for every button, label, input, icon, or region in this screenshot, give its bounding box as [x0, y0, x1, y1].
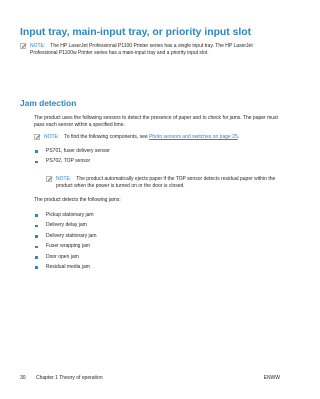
list-item [34, 254, 97, 264]
section-heading: Jam detection [20, 98, 77, 108]
square-bullet-icon [35, 161, 38, 164]
list-item [34, 233, 97, 243]
square-bullet-icon [35, 246, 38, 249]
detects-paragraph: The product detects the following jams: [34, 197, 121, 203]
list-item-text: Residual media jam [46, 263, 90, 270]
list-item-text: Delivery stationary jam [46, 232, 97, 239]
note-text [44, 134, 278, 141]
square-bullet-icon [35, 266, 38, 269]
note-label: NOTE: [56, 176, 72, 182]
note-label: NOTE: [44, 134, 60, 140]
jam-list [34, 212, 97, 274]
chapter-title: Chapter 1 Theory of operation [36, 375, 103, 381]
photo-sensors-link[interactable]: Photo sensors and switches on page 25 [149, 134, 238, 140]
note-body: The product automatically ejects paper if the TOP sensor detects residual paper within the product when the power is turned on or the door is closed. [56, 176, 276, 190]
square-bullet-icon [35, 225, 38, 228]
note-pencil-icon [34, 134, 41, 140]
list-item [34, 243, 97, 253]
page-title: Input tray, main-input tray, or priority input slot [20, 27, 252, 38]
square-bullet-icon [35, 256, 38, 259]
note-body: To find the following components, see [64, 134, 150, 140]
square-bullet-icon [35, 150, 38, 153]
note-body: The HP LaserJet Professional P1100 Printer series has a single input tray. The HP LaserJet Professional P1100w Printer series has a main-input tray and a priority input slot. [30, 43, 253, 57]
note-pencil-icon [46, 176, 53, 182]
note-end: . [237, 134, 240, 140]
note-text [56, 176, 278, 190]
note-label: NOTE: [30, 43, 46, 49]
note-text [30, 43, 278, 57]
list-item-text: Pickup stationary jam [46, 212, 94, 218]
list-item-text: PS702, TOP sensor [46, 158, 91, 165]
list-item [34, 222, 97, 232]
note-pencil-icon [20, 43, 27, 49]
note-block-components [34, 134, 278, 141]
list-item [34, 148, 110, 158]
list-item [34, 212, 97, 222]
list-item-text: Delivery delay jam [46, 222, 87, 229]
intro-paragraph: The product uses the following sensors to detect the presence of paper and to check for jams. The paper must pass each sensor within a specified time. [34, 115, 278, 129]
footer-brand: ENWW [263, 375, 280, 381]
note-block-residual-paper [46, 176, 278, 190]
square-bullet-icon [35, 214, 38, 217]
list-item-text: PS701, fuser delivery sensor [46, 148, 110, 154]
list-item [34, 158, 110, 168]
page-number: 30 [20, 375, 26, 381]
note-block-input-tray [20, 43, 278, 57]
list-item-text: Door open jam [46, 253, 79, 260]
list-item-text: Fuser wrapping jam [46, 243, 90, 250]
square-bullet-icon [35, 235, 38, 238]
sensor-list [34, 148, 110, 169]
list-item [34, 264, 97, 274]
